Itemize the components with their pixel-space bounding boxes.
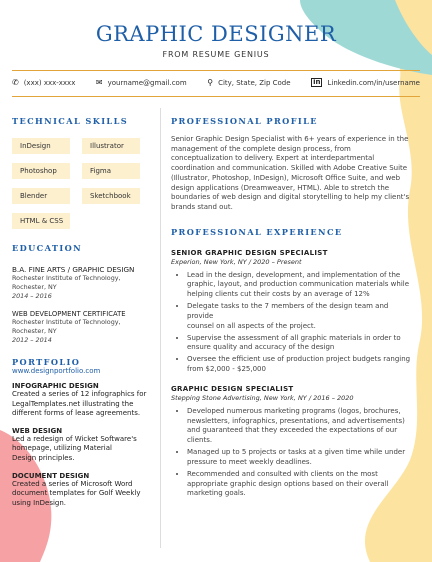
- envelope-icon: ✉: [95, 78, 103, 87]
- portfolio-project: [12, 427, 152, 464]
- education-entry: [12, 310, 152, 345]
- profile-line: Senior Graphic Design Specialist with 6+ years of experience in the: [171, 135, 409, 143]
- profile-line: boundaries of web design and digital storytelling to help my client's: [171, 193, 410, 202]
- skill-tag: Illustrator: [82, 138, 140, 154]
- phone-text: (xxx) xxx-xxxx: [23, 78, 76, 87]
- portfolio-title: PORTFOLIO: [12, 357, 81, 367]
- school-name: Rochester Institute of Technology,: [12, 274, 121, 282]
- profile-line: management of the complete design process, from: [171, 144, 351, 153]
- project-line: homepage, utilizing Material: [12, 444, 112, 453]
- job-role: SENIOR GRAPHIC DESIGN SPECIALIST: [171, 248, 328, 257]
- phone-icon: ✆: [12, 78, 19, 87]
- bullet-line: ensure quality and accuracy of the design: [187, 343, 335, 352]
- skill-tag: HTML & CSS: [12, 213, 70, 229]
- bullet-line: Supervise the assessment of all graphic materials in order to: [187, 333, 401, 342]
- school-location: Rochester, NY: [12, 283, 57, 291]
- bullet-line: and guaranteed that they exceeded the expectations of our: [187, 426, 398, 435]
- bullet-line: newsletters, infographics, presentations, and advertisements): [187, 416, 405, 425]
- job-bullets: [171, 407, 415, 499]
- contact-bottom-rule: [12, 96, 420, 97]
- project-line: using InDesign.: [12, 498, 67, 507]
- project-line: Created a series of Microsoft Word: [12, 479, 133, 488]
- contact-linkedin[interactable]: [311, 78, 420, 87]
- project-title: DOCUMENT DESIGN: [12, 471, 90, 480]
- job-entry: [171, 249, 415, 375]
- profile-text: [171, 135, 415, 213]
- profile-title: PROFESSIONAL PROFILE: [171, 116, 318, 126]
- job-bullet: [187, 448, 415, 467]
- bullet-line: clients.: [187, 435, 213, 444]
- bullet-line: Delegate tasks to the 7 members of the design team and provide: [187, 302, 389, 320]
- portfolio-project: [12, 472, 152, 509]
- profile-line: (Illustrator, Photoshop, InDesign), Microsoft Office Suite, and web: [171, 173, 401, 182]
- job-bullet: [187, 334, 415, 353]
- job-bullets: [171, 271, 415, 375]
- contact-email[interactable]: [96, 78, 187, 87]
- contact-phone: [12, 78, 75, 87]
- skill-tag: Blender: [12, 188, 70, 204]
- skill-tag: Sketchbook: [82, 188, 140, 204]
- experience-title: PROFESSIONAL EXPERIENCE: [171, 226, 343, 237]
- profile-line: conceptualization to delivery. Expert at interdepartmental: [171, 154, 375, 163]
- project-line: Led a redesign of Wicket Software's: [12, 434, 137, 443]
- map-pin-icon: ⚲: [207, 78, 214, 87]
- bullet-line: helping clients cut their costs by an average of 12%: [187, 290, 370, 299]
- project-title: WEB DESIGN: [12, 426, 63, 435]
- linkedin-text: Linkedin.com/in/username: [327, 78, 420, 87]
- bullet-line: appropriate graphic design options based on their overall: [187, 479, 389, 488]
- degree-title: B.A. FINE ARTS / GRAPHIC DESIGN: [12, 265, 135, 274]
- bullet-line: Lead in the design, development, and implementation of the: [187, 270, 401, 279]
- bullet-line: Oversee the efficient use of production project budgets ranging: [187, 355, 411, 364]
- contact-location: [207, 78, 290, 87]
- job-info: Experion, New York, NY / 2020 – Present: [171, 257, 302, 266]
- linkedin-icon: in: [313, 78, 321, 86]
- degree-title: WEB DEVELOPMENT CERTIFICATE: [12, 310, 126, 318]
- bullet-line: graphic, layout, and production communication materials while: [187, 280, 410, 289]
- education-dates: 2012 – 2014: [12, 336, 52, 344]
- job-role: GRAPHIC DESIGN SPECIALIST: [171, 384, 294, 393]
- job-entry: [171, 385, 415, 499]
- top-rule: [12, 70, 420, 71]
- bullet-line: Managed up to 5 projects or tasks at a given time while under: [187, 448, 406, 457]
- project-title: INFOGRAPHIC DESIGN: [12, 382, 99, 390]
- bullet-line: pressure to meet weekly deadlines.: [187, 457, 312, 466]
- resume-name: GRAPHIC DESIGNER: [95, 22, 337, 46]
- profile-line: coordination and communication. Skilled with Adobe Creative Suite: [171, 164, 408, 173]
- portfolio-link[interactable]: www.designportfolio.com: [12, 367, 101, 375]
- skills-title: TECHNICAL SKILLS: [12, 116, 129, 126]
- job-info: Stepping Stone Advertising, New York, NY / 2016 – 2020: [171, 393, 354, 402]
- project-line: different forms of lease agreements.: [12, 409, 141, 418]
- bullet-line: counsel on all aspects of the project.: [187, 321, 316, 330]
- resume-subtitle: FROM RESUME GENIUS: [162, 50, 270, 59]
- project-line: document templates for Golf Weekly: [12, 489, 141, 498]
- school-name: Rochester Institute of Technology,: [12, 318, 121, 326]
- column-divider: [160, 108, 161, 548]
- skill-tag: Figma: [82, 163, 140, 179]
- portfolio-project: [12, 382, 152, 419]
- email-text: yourname@gmail.com: [107, 78, 187, 87]
- education-entry: [12, 265, 152, 301]
- right-column: [171, 110, 415, 501]
- project-line: Design principles.: [12, 453, 75, 462]
- skill-tag: Photoshop: [12, 163, 70, 179]
- project-line: Created a series of 12 infographics for: [12, 390, 147, 398]
- bullet-line: marketing goals.: [187, 489, 246, 498]
- resume-header: [0, 0, 432, 59]
- project-line: LegalTemplates.net illustrating the: [12, 399, 134, 408]
- left-column: [12, 110, 152, 508]
- profile-line: brands stand out.: [171, 202, 233, 211]
- skill-tag: InDesign: [12, 138, 70, 154]
- skills-grid: [12, 138, 152, 229]
- school-location: Rochester, NY: [12, 327, 57, 335]
- job-bullet: [187, 407, 415, 446]
- job-bullet: [187, 470, 415, 499]
- job-bullet: [187, 302, 415, 331]
- job-bullet: [187, 271, 415, 300]
- profile-line: design applications (Dreamweaver, HTML). Able to stretch the: [171, 183, 390, 192]
- job-bullet: [187, 355, 415, 374]
- bullet-line: Recommended and consulted with clients on the most: [187, 469, 378, 478]
- education-title: EDUCATION: [12, 243, 83, 253]
- education-dates: 2014 – 2016: [12, 292, 52, 300]
- bullet-line: from $2,000 - $25,000: [187, 365, 266, 374]
- bullet-line: Developed numerous marketing programs (logos, brochures,: [187, 406, 401, 415]
- location-text: City, State, Zip Code: [218, 78, 291, 87]
- contact-bar: [12, 78, 420, 87]
